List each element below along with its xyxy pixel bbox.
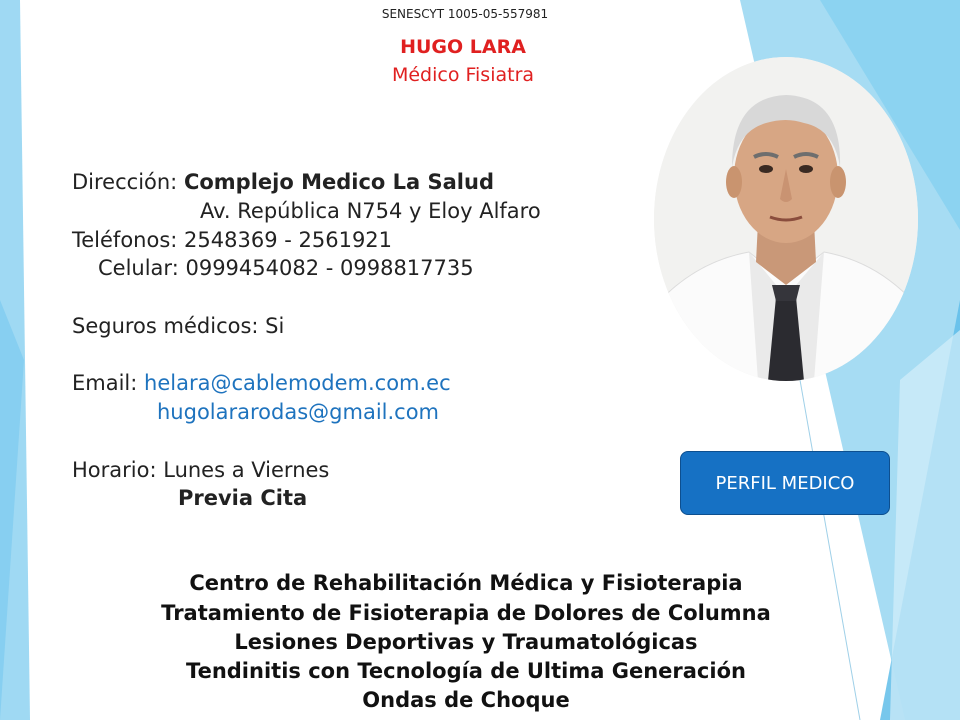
mobile-line [98,256,474,280]
hours-line [72,458,329,482]
insurance-label: Seguros médicos: [72,314,259,338]
portrait-drawing [654,57,918,381]
hours-label: Horario: [72,458,157,482]
address-label: Dirección: [72,170,178,194]
service-line-4: Tendinitis con Tecnología de Ultima Generación [186,659,746,683]
doctor-specialty: Médico Fisiatra [391,64,535,86]
perfil-medico-button[interactable]: PERFIL MEDICO [680,451,890,515]
email-link-1[interactable]: helara@cablemodem.com.ec [144,371,451,395]
doctor-name: HUGO LARA [400,36,526,58]
email-line [72,371,451,395]
insurance-line [72,314,284,338]
email-label: Email: [72,371,138,395]
registration-number: SENESCYT 1005-05-557981 [381,7,549,21]
address-line [72,170,494,194]
email-line-2 [157,400,439,424]
appointment-line [178,486,307,510]
address-place: Complejo Medico La Salud [183,170,494,194]
mobile-value: 0999454082 - 0998817735 [185,256,474,280]
service-line-2: Tratamiento de Fisioterapia de Dolores de Columna [161,601,771,625]
appointment-note: Previa Cita [178,486,308,510]
service-line-5: Ondas de Choque [362,688,570,712]
service-line-3: Lesiones Deportivas y Traumatológicas [234,630,698,654]
insurance-value: Si [265,314,285,338]
address-street: Av. República N754 y Eloy Alfaro [200,199,541,223]
doctor-portrait-photo [654,57,918,381]
email-link-2[interactable]: hugolararodas@gmail.com [157,400,440,424]
mobile-label: Celular: [98,256,179,280]
hours-value: Lunes a Viernes [163,458,330,482]
phones-value: 2548369 - 2561921 [184,228,393,252]
phones-label: Teléfonos: [72,228,178,252]
service-line-1: Centro de Rehabilitación Médica y Fisioterapia [189,571,743,595]
phones-line [72,228,392,252]
